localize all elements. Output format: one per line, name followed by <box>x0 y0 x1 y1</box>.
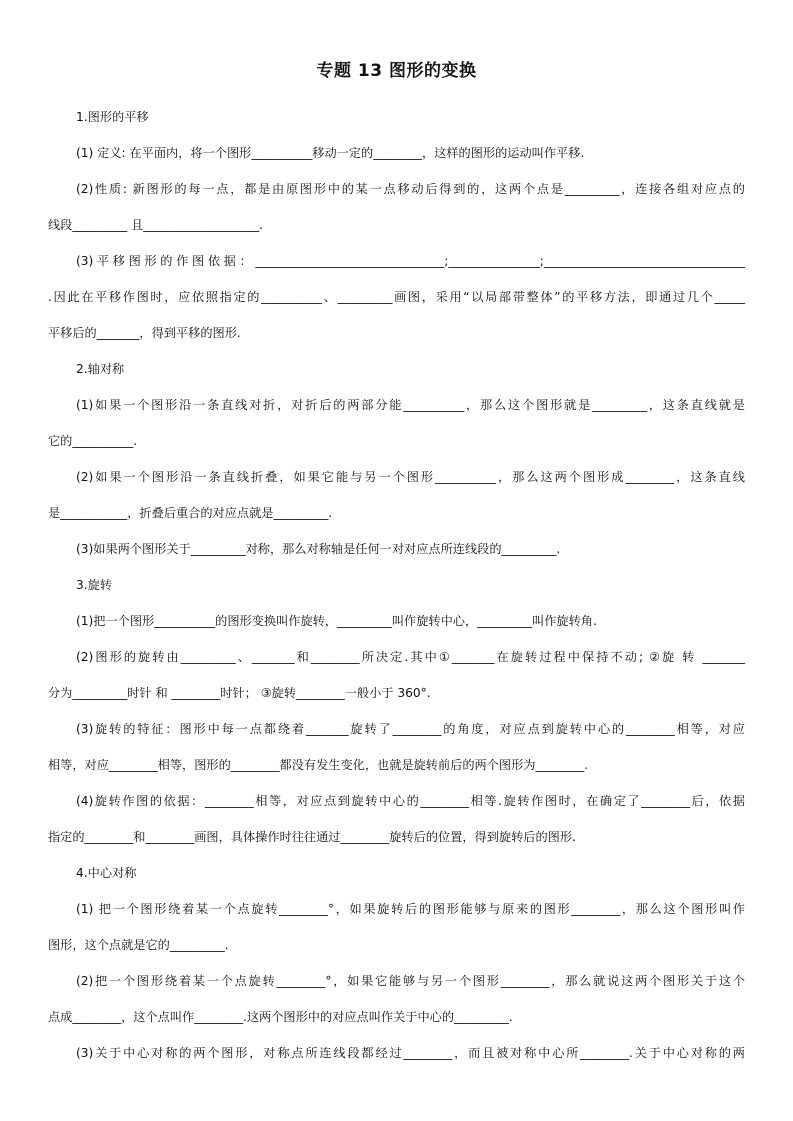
central-symmetry-3: (3)关于中心对称的两个图形，对称点所连线段都经过________，而且被对称中心所________.关于中心对称的两 <box>76 1046 745 1060</box>
translation-basis-cont: .因此在平移作图时，应依照指定的__________、_________画图，采用“以局部带整体”的平移方法，即通过几个_____ <box>48 290 745 304</box>
rotation-2: (2)图形的旋转由_________、_______和________所决定.其中①_______在旋转过程中保持不动; ②旋 转 _______ <box>76 650 745 664</box>
translation-property-cont: 线段_________ 且___________________. <box>48 218 263 232</box>
central-symmetry-1: (1) 把一个图形绕着某一个点旋转________°，如果旋转后的图形能够与原来的图形________，那么这个图形叫作 <box>76 902 745 916</box>
axial-symmetry-3: (3)如果两个图形关于_________对称，那么对称轴是任何一对对应点所连线段的_________. <box>76 542 561 556</box>
translation-basis: (3)平移图形的作图依据：_______________________________;_______________;_________________________________ <box>76 254 745 268</box>
translation-property: (2)性质: 新图形的每一点，都是由原图形中的某一点移动后得到的，这两个点是_________，连接各组对应点的 <box>76 182 745 196</box>
heading-axial-symmetry: 2.轴对称 <box>76 362 125 376</box>
rotation-2-cont: 分为_________时针 和 ________时针； ③旋转________一般小于 360°. <box>48 686 431 700</box>
rotation-3: (3)旋转的特征：图形中每一点都绕着_______旋转了________的角度，对应点到旋转中心的________相等，对应 <box>76 722 745 736</box>
rotation-4-cont: 指定的________和________画图，具体操作时往往通过________旋转后的位置，得到旋转后的图形. <box>48 830 576 844</box>
axial-symmetry-2: (2)如果一个图形沿一条直线折叠，如果它能与另一个图形__________，那么这两个图形成________，这条直线 <box>76 470 745 484</box>
heading-central-symmetry: 4.中心对称 <box>76 866 137 880</box>
central-symmetry-2-cont: 点成________，这个点叫作________.这两个图形中的对应点叫作关于中心的_________. <box>48 1010 513 1024</box>
rotation-3-cont: 相等，对应________相等，图形的________都没有发生变化，也就是旋转前后的两个图形为________. <box>48 758 589 772</box>
rotation-1: (1)把一个图形__________的图形变换叫作旋转，_________叫作旋转中心，_________叫作旋转角. <box>76 614 597 628</box>
axial-symmetry-1-cont: 它的__________. <box>48 434 138 448</box>
heading-rotation: 3.旋转 <box>76 578 113 592</box>
translation-basis-end: 平移后的_______，得到平移的图形. <box>48 326 241 340</box>
translation-definition: (1) 定义: 在平面内，将一个图形__________移动一定的________，这样的图形的运动叫作平移. <box>76 146 585 160</box>
document-title: 专题 13 图形的变换 <box>316 61 477 81</box>
central-symmetry-1-cont: 图形，这个点就是它的_________. <box>48 938 229 952</box>
heading-translation: 1.图形的平移 <box>76 110 149 124</box>
axial-symmetry-1: (1)如果一个图形沿一条直线对折，对折后的两部分能__________，那么这个图形就是_________，这条直线就是 <box>76 398 745 412</box>
central-symmetry-2: (2)把一个图形绕着某一个点旋转________°，如果它能够与另一个图形________，那么就说这两个图形关于这个 <box>76 974 745 988</box>
rotation-4: (4)旋转作图的依据：________相等，对应点到旋转中心的________相等.旋转作图时，在确定了________后，依据 <box>76 794 745 808</box>
axial-symmetry-2-cont: 是___________，折叠后重合的对应点就是_________. <box>48 506 333 520</box>
